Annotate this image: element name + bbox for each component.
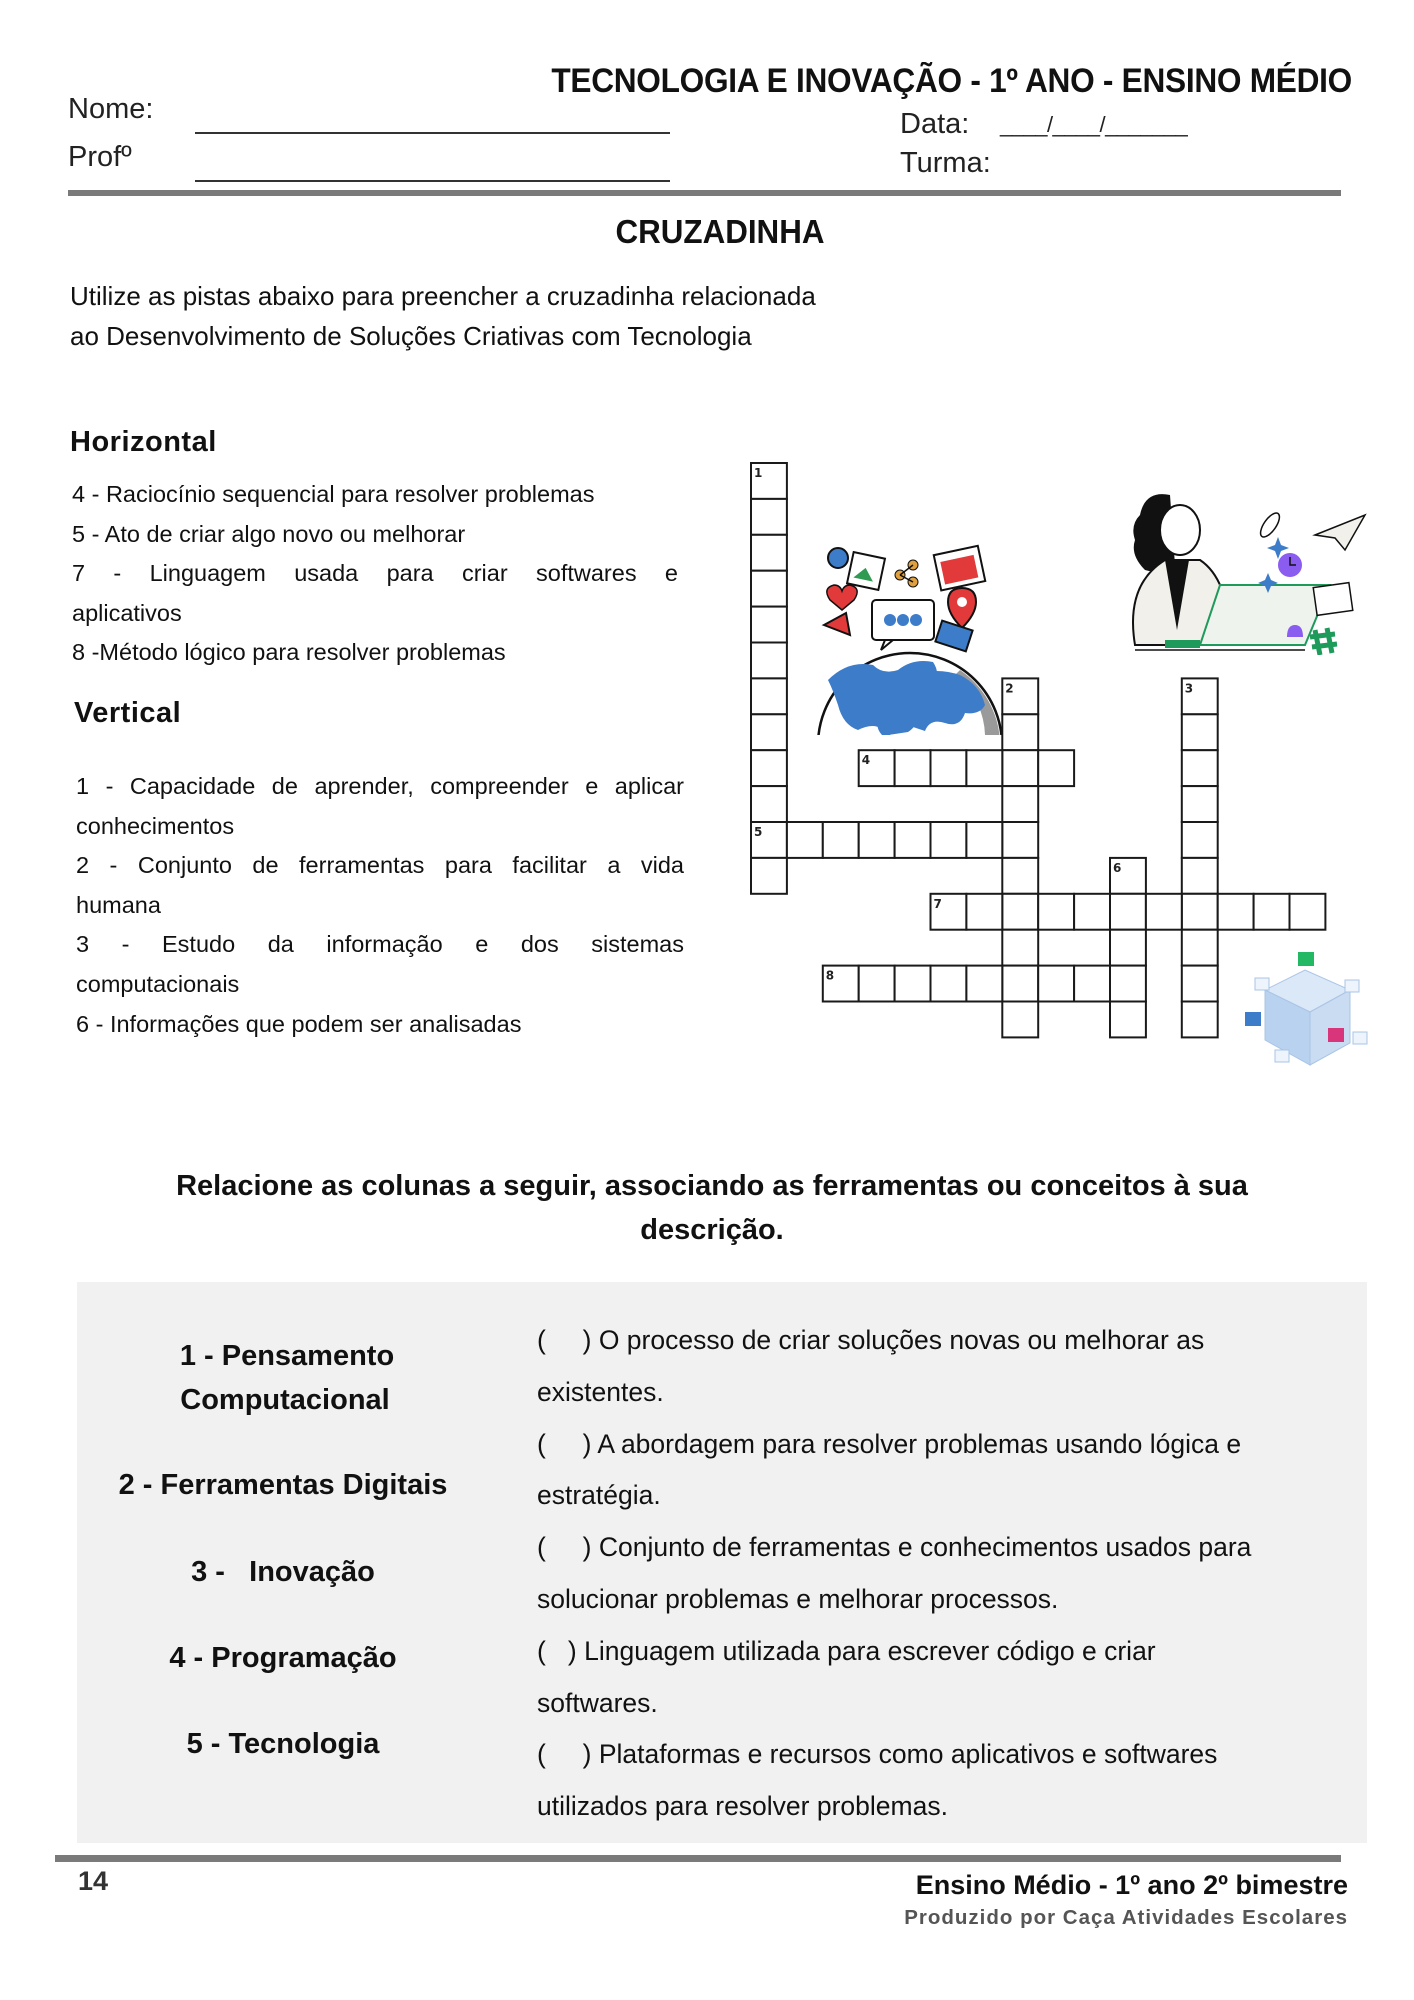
crossword-cell[interactable] [751, 714, 787, 750]
concept-item: Computacional [180, 1384, 390, 1416]
crossword-title: CRUZADINHA [615, 213, 825, 250]
crossword-cell[interactable] [1110, 1002, 1146, 1038]
teacher-label: Profº [68, 141, 132, 173]
horizontal-clue: 7 - Linguagem usada para criar softwares e [72, 560, 678, 587]
footer-credit: Produzido por Caça Atividades Escolares [904, 1906, 1348, 1929]
matching-instruction [120, 1164, 1304, 1252]
description-line: estratégia. [537, 1480, 661, 1511]
crossword-cell[interactable] [1002, 966, 1038, 1002]
crossword-cell[interactable] [966, 822, 1002, 858]
crossword-cell[interactable] [751, 786, 787, 822]
crossword-cell[interactable] [931, 822, 967, 858]
crossword-number: 2 [1005, 681, 1014, 696]
crossword-cell[interactable] [1038, 966, 1074, 1002]
crossword-cell[interactable] [1182, 966, 1218, 1002]
crossword-cell[interactable] [1110, 894, 1146, 930]
crossword-cell[interactable] [1110, 966, 1146, 1002]
crossword-cell[interactable] [1182, 750, 1218, 786]
crossword-number: 4 [861, 753, 871, 768]
worksheet-title: TECNOLOGIA E INOVAÇÃO - 1º ANO - ENSINO MÉDIO [551, 62, 1352, 100]
crossword-number: 1 [754, 466, 763, 480]
crossword-cell[interactable] [1002, 750, 1038, 786]
crossword-cell[interactable] [966, 966, 1002, 1002]
crossword-cell[interactable] [1038, 894, 1074, 930]
horizontal-clue: aplicativos [72, 599, 182, 626]
crossword-cell[interactable] [966, 894, 1002, 930]
description-line: solucionar problemas e melhorar processos. [537, 1583, 1059, 1614]
vertical-clue: 3 - Estudo da informação e dos sistemas [76, 931, 684, 958]
vertical-clue: 1 - Capacidade de aprender, compreender e aplicar [76, 773, 684, 799]
matching-right-column [537, 1315, 1337, 1833]
vertical-heading: Vertical [74, 697, 182, 729]
crossword-cell[interactable] [895, 966, 931, 1002]
crossword-cell[interactable] [1218, 894, 1254, 930]
crossword-cell[interactable] [1182, 858, 1218, 894]
crossword-cell[interactable] [1002, 822, 1038, 858]
crossword-cell[interactable] [751, 571, 787, 607]
crossword-cell[interactable] [1002, 714, 1038, 750]
description-line: existentes. [537, 1376, 664, 1407]
crossword-instruction-1: Utilize as pistas abaixo para preencher a cruzadinha relacionada [70, 281, 816, 311]
crossword-number: 3 [1184, 681, 1194, 696]
vertical-clue: computacionais [76, 970, 240, 997]
footer-course: Ensino Médio - 1º ano 2º bimestre [915, 1870, 1348, 1900]
matching-instruction-line: descrição. [640, 1214, 784, 1246]
crossword-number: 7 [933, 896, 942, 911]
crossword-cell[interactable] [895, 750, 931, 786]
horizontal-clue: 4 - Raciocínio sequencial para resolver problemas [72, 481, 595, 507]
vertical-clue: conhecimentos [76, 812, 235, 839]
footer-divider [55, 1855, 1341, 1862]
crossword-cell[interactable] [1002, 858, 1038, 894]
crossword-cell[interactable] [1182, 822, 1218, 858]
crossword-cell[interactable] [1182, 930, 1218, 966]
crossword-instruction-2: ao Desenvolvimento de Soluções Criativas com Tecnologia [70, 321, 752, 351]
crossword-cell[interactable] [859, 822, 895, 858]
class-label: Turma: [900, 147, 991, 179]
crossword-cell[interactable] [751, 607, 787, 643]
concept-item: 4 - Programação [169, 1642, 397, 1674]
crossword-cell[interactable] [1002, 894, 1038, 930]
crossword-number: 8 [825, 968, 835, 983]
horizontal-heading: Horizontal [70, 426, 217, 458]
name-label: Nome: [68, 93, 154, 125]
date-field[interactable]: ____/____/_______ [1000, 112, 1188, 137]
description-line: utilizados para resolver problemas. [537, 1791, 948, 1822]
crossword-cell[interactable] [751, 643, 787, 679]
crossword-cell[interactable] [1074, 894, 1110, 930]
crossword-cell[interactable] [1002, 930, 1038, 966]
crossword-cell[interactable] [931, 966, 967, 1002]
matching-instruction-line: Relacione as colunas a seguir, associando as ferramentas ou conceitos à sua [176, 1170, 1248, 1202]
page-number: 14 [78, 1866, 109, 1896]
vertical-clue: 6 - Informações que podem ser analisadas [76, 1010, 522, 1037]
crossword-cell[interactable] [1182, 894, 1218, 930]
description-line[interactable]: ( ) O processo de criar soluções novas ou melhorar as [537, 1325, 1205, 1355]
crossword-cell[interactable] [931, 750, 967, 786]
crossword-cell[interactable] [1182, 1002, 1218, 1038]
crossword-cell[interactable] [751, 858, 787, 894]
description-line[interactable]: ( ) Plataformas e recursos como aplicativos e softwares [537, 1739, 1218, 1770]
crossword-cell[interactable] [1182, 714, 1218, 750]
description-line[interactable]: ( ) Conjunto de ferramentas e conhecimentos usados para [537, 1532, 1252, 1563]
concept-item: 1 - Pensamento [179, 1340, 395, 1372]
vertical-clue: 2 - Conjunto de ferramentas para facilitar a vida [76, 852, 684, 879]
description-line: softwares. [537, 1687, 658, 1718]
crossword-cell[interactable] [1146, 894, 1182, 930]
crossword-cell[interactable] [1254, 894, 1290, 930]
crossword-cell[interactable] [751, 535, 787, 571]
crossword-cell[interactable] [1002, 1002, 1038, 1038]
vertical-clue: humana [76, 891, 161, 918]
crossword-cell[interactable] [751, 678, 787, 714]
crossword-cell[interactable] [1002, 786, 1038, 822]
crossword-cell[interactable] [1290, 894, 1326, 930]
horizontal-clue: 5 - Ato de criar algo novo ou melhorar [72, 520, 466, 547]
crossword-number: 5 [754, 825, 763, 839]
concept-item: 2 - Ferramentas Digitais [118, 1469, 448, 1501]
description-line[interactable]: ( ) Linguagem utilizada para escrever código e criar [537, 1635, 1156, 1666]
crossword-cell[interactable] [966, 750, 1002, 786]
crossword-cell[interactable] [787, 822, 823, 858]
date-label: Data: [900, 108, 970, 140]
crossword-cell[interactable] [859, 966, 895, 1002]
crossword-cell[interactable] [1038, 750, 1074, 786]
description-line[interactable]: ( ) A abordagem para resolver problemas usando lógica e [537, 1428, 1242, 1459]
crossword-cell[interactable] [895, 822, 931, 858]
concept-item: 3 - Inovação [191, 1556, 375, 1588]
crossword-cell[interactable] [1182, 786, 1218, 822]
crossword-number: 6 [1113, 860, 1122, 875]
crossword-cell[interactable] [1074, 966, 1110, 1002]
crossword-cell[interactable] [823, 822, 859, 858]
concept-item: 5 - Tecnologia [186, 1728, 380, 1760]
crossword-cell[interactable] [1110, 930, 1146, 966]
crossword-cell[interactable] [751, 499, 787, 535]
crossword-cell[interactable] [751, 750, 787, 786]
horizontal-clue: 8 -Método lógico para resolver problemas [72, 639, 506, 666]
